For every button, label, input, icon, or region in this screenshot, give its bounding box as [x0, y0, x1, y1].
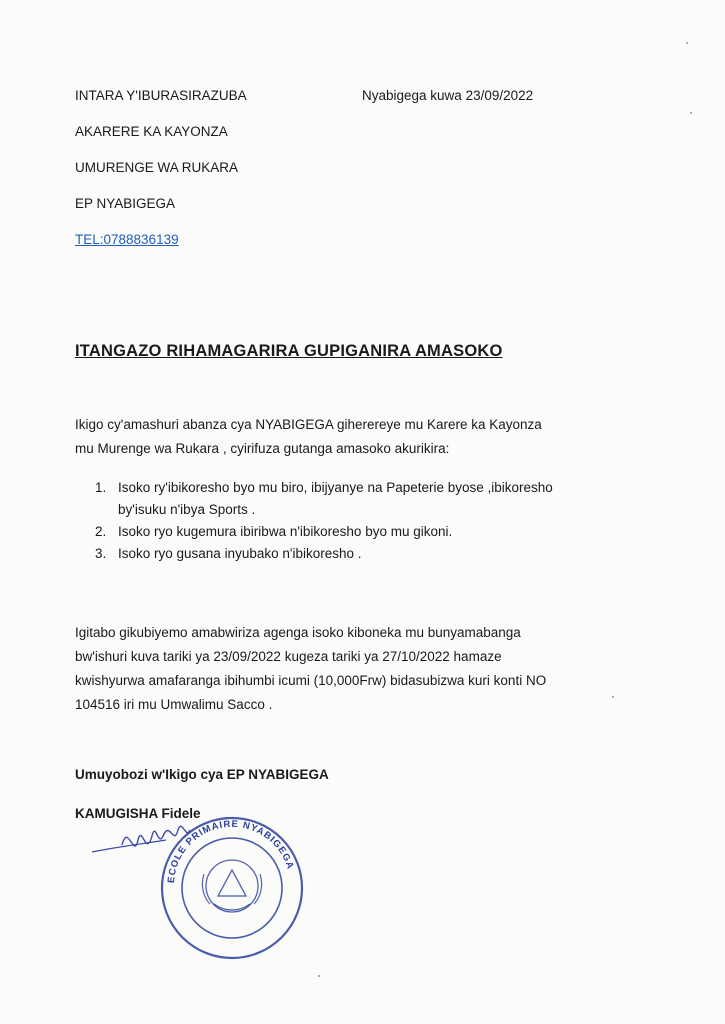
list-item-number: 2. [95, 524, 107, 539]
list-item-number: 3. [95, 546, 107, 561]
header-province: INTARA Y'IBURASIRAZUBA [75, 88, 247, 103]
details-line-2: bw'ishuri kuva tariki ya 23/09/2022 kugeza tariki ya 27/10/2022 hamaze [75, 649, 502, 664]
scan-speck [318, 975, 320, 977]
list-item-text: Isoko ry'ibikoresho byo mu biro, ibijyanye na Papeterie byose ,ibikoresho [118, 480, 553, 495]
header-sector: UMURENGE WA RUKARA [75, 160, 239, 175]
place-date: Nyabigega kuwa 23/09/2022 [362, 88, 534, 103]
details-line-3: kwishyurwa amafaranga ibihumbi icumi (10,000Frw) bidasubizwa kuri konti NO [75, 673, 547, 688]
scan-speck [690, 112, 692, 114]
intro-line-1: Ikigo cy'amashuri abanza cya NYABIGEGA giherereye mu Karere ka Kayonza [75, 417, 542, 432]
details-line-4: 104516 iri mu Umwalimu Sacco . [75, 697, 273, 712]
list-item-number: 1. [95, 480, 107, 495]
signature-stroke [92, 840, 166, 852]
details-line-1: Igitabo gikubiyemo amabwiriza agenga isoko kiboneka mu bunyamabanga [75, 625, 521, 640]
details-paragraph [75, 621, 655, 717]
phone-link[interactable]: TEL:0788836139 [75, 232, 179, 247]
list-item-text-cont: by'isuku n'ibya Sports . [118, 502, 256, 517]
stamp-emblem-ring [206, 860, 258, 912]
list-item [95, 477, 665, 521]
signature-scribble [122, 826, 190, 846]
page-title: ITANGAZO RIHAMAGARIRA GUPIGANIRA AMASOKO [75, 342, 503, 360]
header-school: EP NYABIGEGA [75, 196, 176, 211]
school-stamp [92, 800, 312, 960]
stamp-inner-ring [182, 838, 282, 938]
header-district: AKARERE KA KAYONZA [75, 124, 228, 139]
intro-line-2: mu Murenge wa Rukara , cyirifuza gutanga amasoko akurikira: [75, 440, 450, 456]
stamp-emblem-icon [218, 870, 246, 896]
stamp-text: ECOLE PRIMAIRE NYABIGEGA [165, 818, 296, 884]
scan-speck [686, 42, 688, 44]
signatory-role: Umuyobozi w'Ikigo cya EP NYABIGEGA [75, 767, 329, 782]
list-item [95, 521, 665, 543]
list-item-text: Isoko ryo kugemura ibiribwa n'ibikoresho byo mu gikoni. [118, 524, 453, 539]
list-item [95, 543, 665, 565]
intro-paragraph [75, 413, 655, 460]
list-item-text: Isoko ryo gusana inyubako n'ibikoresho . [118, 546, 362, 561]
stamp-outer-ring [162, 818, 302, 958]
signatory-name: KAMUGISHA Fidele [75, 806, 201, 821]
scan-speck [612, 696, 614, 698]
tender-list [95, 477, 665, 565]
